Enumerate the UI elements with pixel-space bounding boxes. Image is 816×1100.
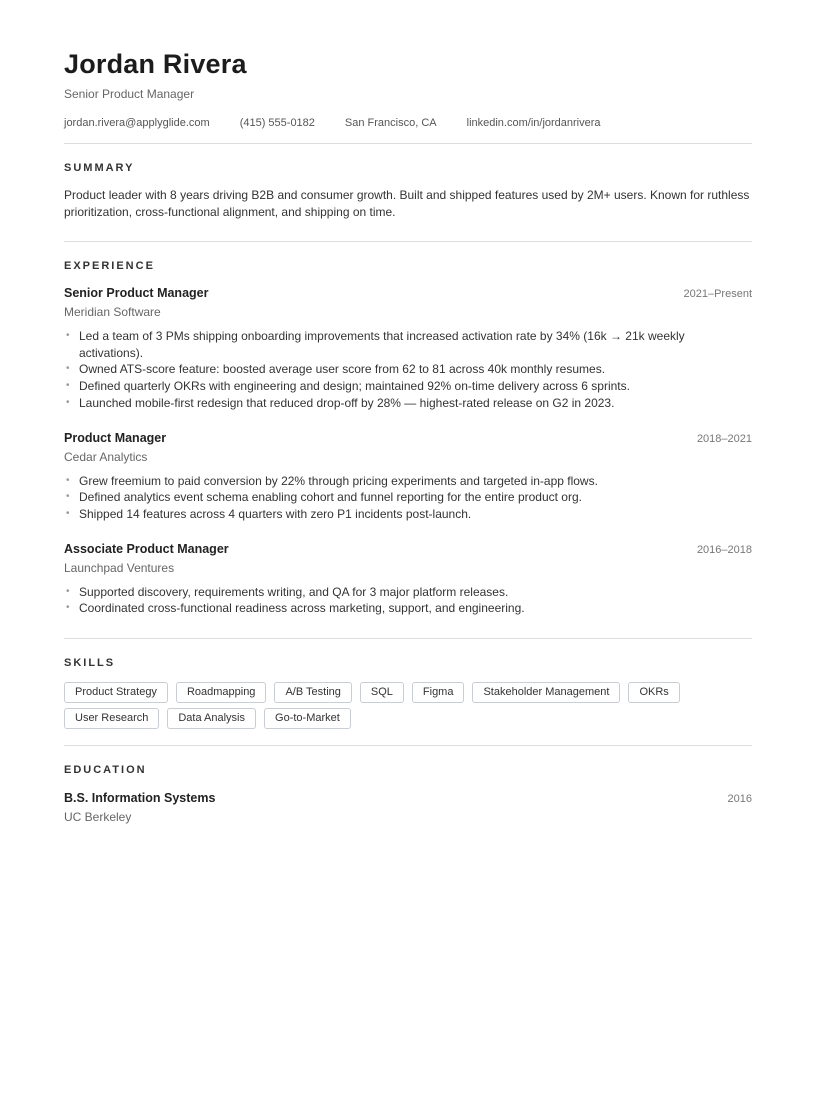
- skills-list: [64, 682, 752, 729]
- contact-location: San Francisco, CA: [344, 117, 437, 130]
- job-bullets: [64, 328, 752, 412]
- skill-pill: Go-to-Market: [264, 708, 351, 729]
- job-bullet: • Shipped 14 features across 4 quarters with zero P1 incidents post-launch.: [64, 506, 752, 523]
- job-entry-head: [64, 431, 752, 445]
- skill-pill: Stakeholder Management: [472, 682, 620, 703]
- education-dates: 2016: [727, 793, 752, 806]
- contact-email: jordan.rivera@applyglide.com: [64, 117, 210, 130]
- job-company: Meridian Software: [64, 305, 161, 320]
- person-job-title: Senior Product Manager: [64, 87, 195, 102]
- experience-divider: [64, 638, 752, 639]
- job-dates: 2016–2018: [696, 543, 752, 556]
- summary-text: Product leader with 8 years driving B2B and consumer growth. Built and shipped features used by 2M+ users. Known for ruthless prioritization, cross-functional alignment, and shipping on time.: [64, 188, 750, 220]
- skill-pill: OKRs: [628, 682, 679, 703]
- resume-header: [64, 49, 752, 129]
- job-entry: [64, 431, 752, 523]
- header-divider: [64, 143, 752, 144]
- skill-pill: Product Strategy: [64, 682, 168, 703]
- skill-pill: A/B Testing: [274, 682, 351, 703]
- skills-heading: SKILLS: [64, 657, 116, 670]
- job-bullet: • Supported discovery, requirements writing, and QA for 3 major platform releases.: [64, 584, 752, 601]
- job-entry: [64, 542, 752, 617]
- experience-section: [64, 260, 752, 617]
- skill-pill: SQL: [360, 682, 404, 703]
- summary-heading: SUMMARY: [64, 162, 135, 175]
- skill-pill: Roadmapping: [176, 682, 267, 703]
- skill-pill: Figma: [412, 682, 465, 703]
- contact-row: [64, 117, 752, 129]
- summary-section: [64, 162, 752, 221]
- job-company: Launchpad Ventures: [64, 560, 175, 575]
- degree-title: B.S. Information Systems: [64, 791, 216, 806]
- job-title: Senior Product Manager: [64, 286, 209, 301]
- experience-jobs: [64, 286, 752, 617]
- job-bullets: [64, 473, 752, 523]
- job-bullet: • Coordinated cross-functional readiness across marketing, support, and engineering.: [64, 600, 752, 617]
- contact-phone: (415) 555-0182: [239, 117, 315, 130]
- summary-divider: [64, 241, 752, 242]
- job-bullet: • Defined quarterly OKRs with engineering and design; maintained 92% on-time delivery across 6 sprints.: [64, 378, 752, 395]
- job-entry: [64, 286, 752, 412]
- job-bullet: • Led a team of 3 PMs shipping onboarding improvements that increased activation rate by 34% (16k → 21k weekly activations).: [64, 328, 752, 361]
- skills-section: [64, 657, 752, 729]
- person-name: Jordan Rivera: [64, 49, 247, 79]
- job-title: Associate Product Manager: [64, 541, 229, 556]
- skill-pill: Data Analysis: [167, 708, 256, 729]
- contact-linkedin: linkedin.com/in/jordanrivera: [466, 117, 601, 130]
- education-heading: EDUCATION: [64, 764, 147, 777]
- skill-pill: User Research: [64, 708, 159, 729]
- job-dates: 2021–Present: [683, 288, 752, 301]
- job-entry-head: [64, 542, 752, 556]
- education-entry: [64, 791, 752, 824]
- job-bullets: [64, 584, 752, 617]
- job-entry-head: [64, 286, 752, 300]
- job-dates: 2018–2021: [696, 432, 752, 445]
- job-bullet: • Launched mobile-first redesign that reduced drop-off by 28% — highest-rated release on G2 in 2023.: [64, 395, 752, 412]
- skills-divider: [64, 745, 752, 746]
- job-bullet: • Grew freemium to paid conversion by 22% through pricing experiments and targeted in-app flows.: [64, 473, 752, 490]
- job-bullet: • Owned ATS-score feature: boosted average user score from 62 to 81 across 40k monthly resumes.: [64, 361, 752, 378]
- experience-heading: EXPERIENCE: [64, 260, 155, 273]
- job-title: Product Manager: [64, 430, 167, 445]
- education-section: [64, 764, 752, 824]
- job-company: Cedar Analytics: [64, 449, 148, 464]
- school-name: UC Berkeley: [64, 810, 132, 825]
- education-entry-head: [64, 791, 752, 805]
- job-bullet: • Defined analytics event schema enabling cohort and funnel reporting for the entire product org.: [64, 489, 752, 506]
